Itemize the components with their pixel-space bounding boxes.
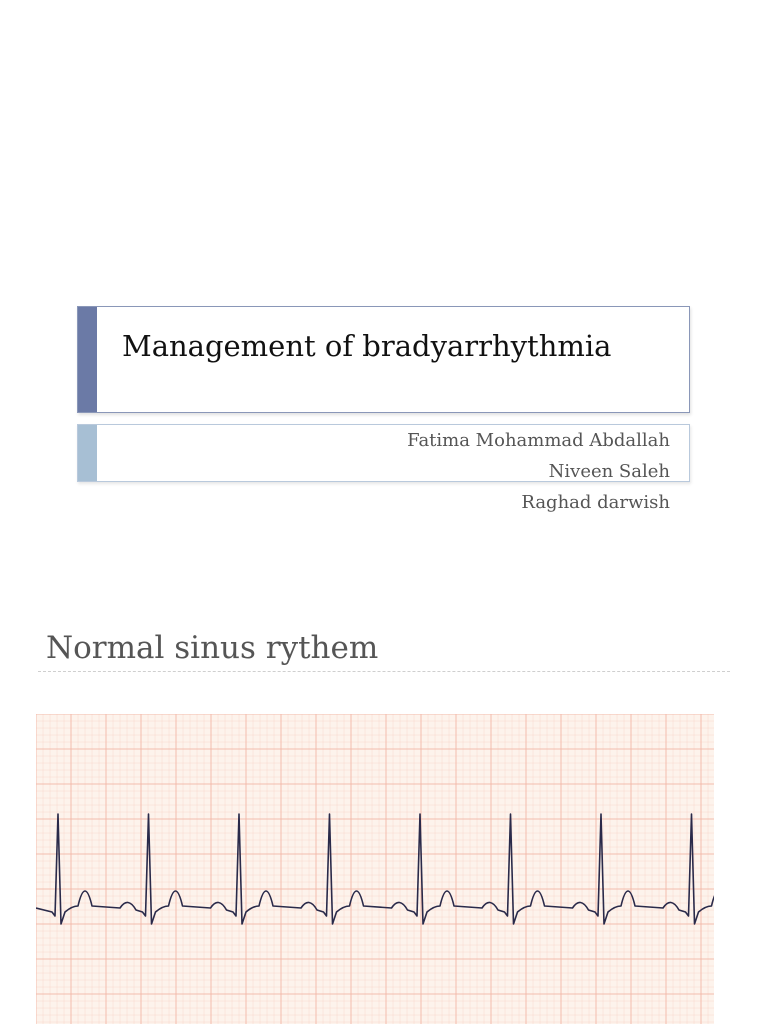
title-accent-bar <box>78 307 97 412</box>
slide-title: Management of bradyarrhythmia <box>122 329 612 363</box>
ecg-trace-graphic <box>36 714 714 1024</box>
title-box <box>77 306 690 413</box>
author-name: Niveen Saleh <box>548 461 670 482</box>
slide-heading: Normal sinus rythem <box>46 630 379 666</box>
content-slide <box>0 580 768 1024</box>
subtitle-accent-bar <box>78 425 97 481</box>
ecg-grid <box>36 714 714 1024</box>
ecg-strip-image <box>36 714 714 1024</box>
heading-divider <box>38 671 730 672</box>
ecg-trace-line <box>36 814 714 924</box>
authors-list <box>407 425 670 518</box>
author-name: Raghad darwish <box>521 492 670 513</box>
author-name: Fatima Mohammad Abdallah <box>407 430 670 451</box>
